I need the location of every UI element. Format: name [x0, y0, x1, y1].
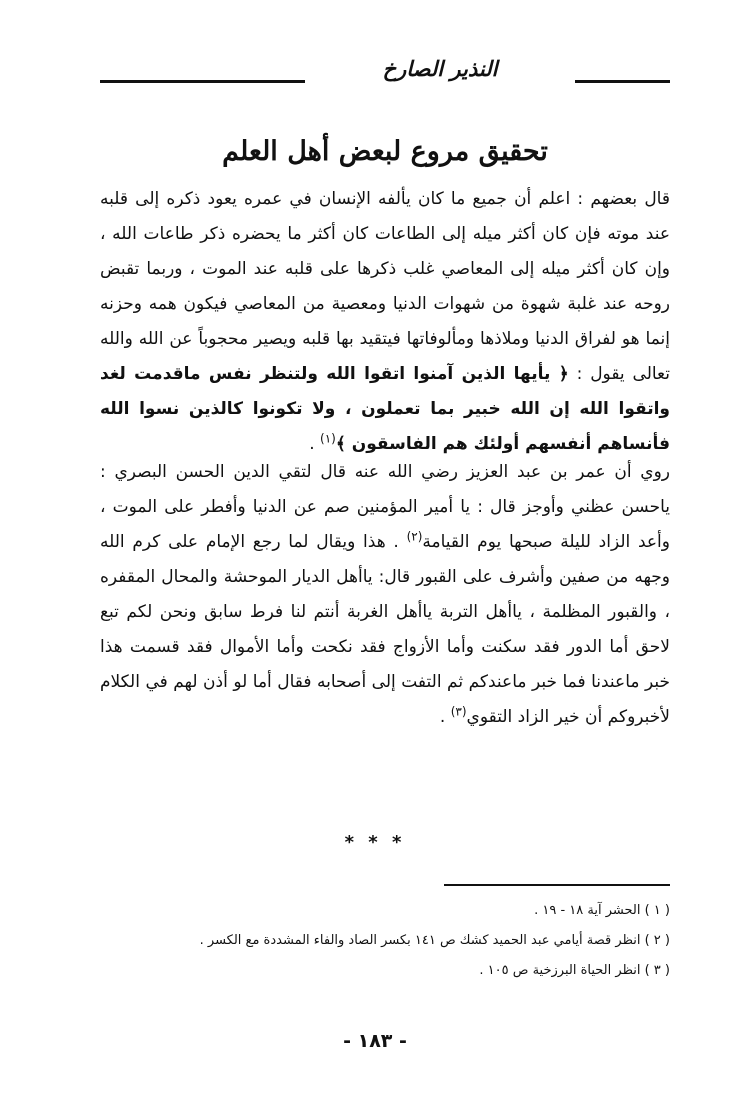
section-title: تحقيق مروع لبعض أهل العلم	[222, 136, 548, 167]
paragraph-2-end: .	[439, 707, 451, 727]
header-rule-right	[575, 80, 670, 83]
footnote-2: ( ٢ ) انظر قصة أيامي عبد الحميد كشك ص ١٤١ بكسر الصاد والفاء المشددة مع الكسر .	[199, 933, 670, 948]
section-separator: * * *	[344, 832, 406, 853]
header-rule-left	[100, 80, 305, 83]
paragraph-2-part-2: . هذا ويقال لما رجع الإمام على كرم الله وجهه من صفين وأشرف على القبور قال: ياأهل الديار الموحشة والمحال المقفره ، والقبور المظلمة ، ياأهل التربة ياأهل الغربة أنتم لنا فرط سابق ونحن لكم تبع لاحق أما الدور فقد سكنت وأما الأزواج فقد نكحت وأما الأموال فقد قسمت هذا خبر ماعندنا فما خبر ماعندكم ثم التفت إلى أصحابه فقال أما لو أذن لهم في الكلام لأخبروكم أن خير الزاد التقوي	[100, 532, 670, 727]
footnote-1: ( ١ ) الحشر آية ١٨ - ١٩ .	[534, 903, 670, 918]
paragraph-2-part-1: روي أن عمر بن عبد العزيز رضي الله عنه قال لتقي الدين الحسن البصري : ياحسن عظني وأوجز قال : يا أمير المؤمنين صم عن الدنيا وأفطر على الموت ، وأعد الزاد لليلة صبحها يوم القيامة	[100, 462, 670, 552]
footnote-marker-1: (١)	[320, 431, 336, 446]
quran-verse: ﴿ يأيها الذين آمنوا اتقوا الله ولتنظر نفس ماقدمت لغد واتقوا الله إن الله خبير بما تعملون ، ولا تكونوا كالذين نسوا الله فأنساهم أنفسهم أولئك هم الفاسقون ﴾	[100, 364, 670, 454]
footnote-3: ( ٣ ) انظر الحياة البرزخية ص ١٠٥ .	[479, 963, 670, 978]
page-number: - ١٨٣ -	[343, 1030, 407, 1052]
paragraph-1-end: .	[309, 434, 320, 454]
paragraph-1-intro: قال بعضهم : اعلم أن جميع ما كان يألفه الإنسان في عمره يعود ذكره إلى قلبه عند موته فإن كان أكثر ميله إلى الطاعات كان أكثر ما يحضره ذكر طاعات الله ، وإن كان أكثر ميله إلى المعاصي غلب ذكرها على قلبه عند الموت ، وربما تقبض روحه عند غلبة شهوة من شهوات الدنيا ومعصية من المعاصي فيكون همه وحزنه إنما هو لفراق الدنيا وملاذها ومألوفاتها فيتقيد بها قلبه ويصير محجوباً عن الله والله تعالى يقول :	[100, 189, 670, 384]
footnote-marker-2: (٢)	[406, 529, 423, 544]
paragraph-2	[100, 455, 670, 735]
footnotes	[140, 896, 670, 986]
paragraph-1	[100, 182, 670, 462]
running-header	[100, 56, 670, 90]
footnote-rule	[444, 884, 670, 886]
running-title: النذير الصارخ	[382, 56, 498, 81]
footnote-marker-3: (٣)	[450, 704, 467, 719]
